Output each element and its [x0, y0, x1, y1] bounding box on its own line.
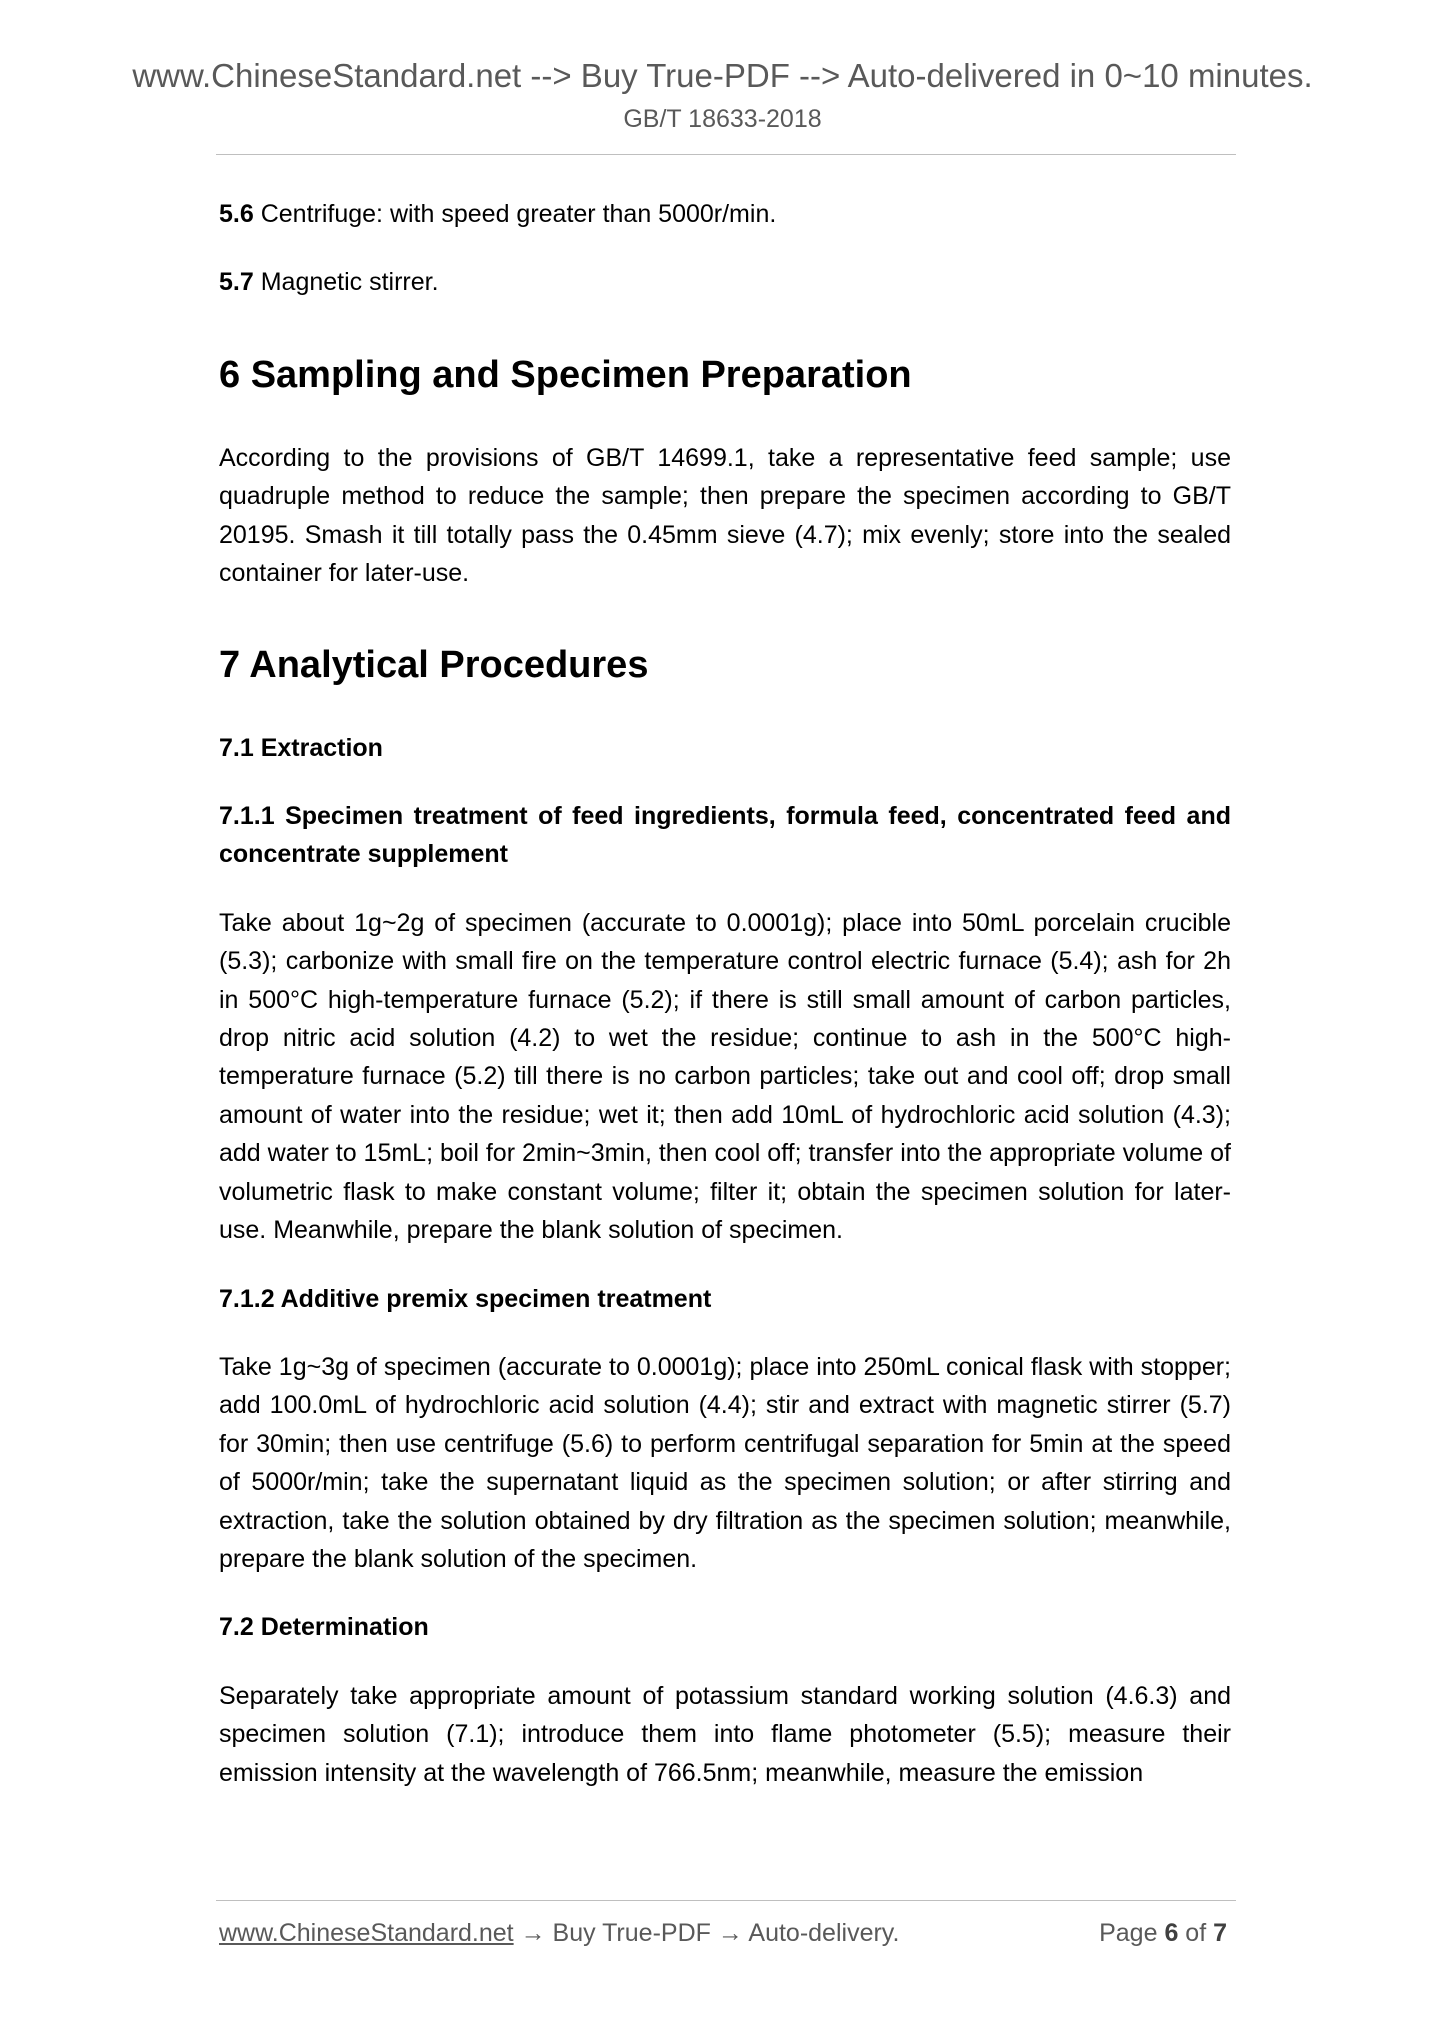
clause-number: 5.7 [219, 268, 254, 296]
standard-number: GB/T 18633-2018 [623, 105, 822, 133]
footer-site-link[interactable]: www.ChineseStandard.net [219, 1919, 514, 1947]
clause-text: Magnetic stirrer. [253, 268, 439, 296]
subsection-7-2-paragraph: Separately take appropriate amount of potassium standard working solution (4.6.3) and specimen solution (7.1); introduce them into flame photometer (5.5); measure their emission intensity at the wavelength of 766.5nm; meanwhile, measure the emission [219, 1681, 1231, 1787]
clause-text: Centrifuge: with speed greater than 5000r/min. [253, 200, 777, 228]
page-of-label: of [1178, 1919, 1214, 1947]
clause-5-6 [219, 195, 1231, 233]
page-total: 7 [1213, 1919, 1227, 1947]
subsection-7-2-heading: 7.2 Determination [219, 1613, 429, 1642]
section-6-paragraph: According to the provisions of GB/T 14699.1, take a representative feed sample; use quadruple method to reduce the sample; then prepare the specimen according to GB/T 20195. Smash it till totally pass the 0.45mm sieve (4.7); mix evenly; store into the sealed container for later-use. [219, 444, 1231, 588]
subsection-7-1-2-heading: 7.1.2 Additive premix specimen treatment [219, 1284, 712, 1313]
document-body [219, 195, 1231, 1822]
subsection-7-1-1-paragraph: Take about 1g~2g of specimen (accurate to 0.0001g); place into 50mL porcelain crucible (5.3); carbonize with small fire on the temperature control electric furnace (5.4); ash for 2h in 500°C high-temperature furnace (5.2); if there is still small amount of carbon particles, drop nitric acid solution (4.2) to wet the residue; continue to ash in the 500°C high-temperature furnace (5.2) till there is no carbon particles; take out and cool off; drop small amount of water into the residue; wet it; then add 10mL of hydrochloric acid solution (4.3); add water to 15mL; boil for 2min~3min, then cool off; transfer into the appropriate volume of volumetric flask to make constant volume; filter it; obtain the specimen solution for later-use. Meanwhile, prepare the blank solution of specimen. [219, 908, 1231, 1245]
footer-promo [219, 1916, 899, 1950]
clause-5-7 [219, 263, 1231, 301]
section-7-heading: 7 Analytical Procedures [219, 643, 649, 686]
footer-promo-text: → Buy True-PDF → Auto-delivery. [513, 1919, 900, 1947]
page-current: 6 [1164, 1919, 1179, 1947]
header-divider [216, 154, 1236, 155]
page-indicator [1099, 1916, 1227, 1950]
subsection-7-1-1-heading: 7.1.1 Specimen treatment of feed ingredients, formula feed, concentrated feed and concentrate supplement [219, 802, 1231, 869]
header-title: www.ChineseStandard.net --> Buy True-PDF --> Auto-delivered in 0~10 minutes. [132, 57, 1313, 94]
section-6-heading: 6 Sampling and Specimen Preparation [219, 354, 912, 396]
subsection-7-1-heading: 7.1 Extraction [219, 733, 383, 762]
footer-divider [216, 1900, 1236, 1901]
subsection-7-1-2-paragraph: Take 1g~3g of specimen (accurate to 0.0001g); place into 250mL conical flask with stopper; add 100.0mL of hydrochloric acid solution (4.4); stir and extract with magnetic stirrer (5.7) for 30min; then use centrifuge (5.6) to perform centrifugal separation for 5min at the speed of 5000r/min; take the supernatant liquid as the specimen solution; or after stirring and extraction, take the solution obtained by dry filtration as the specimen solution; meanwhile, prepare the blank solution of the specimen. [219, 1352, 1231, 1573]
clause-number: 5.6 [219, 200, 254, 228]
page-label: Page [1099, 1919, 1165, 1947]
